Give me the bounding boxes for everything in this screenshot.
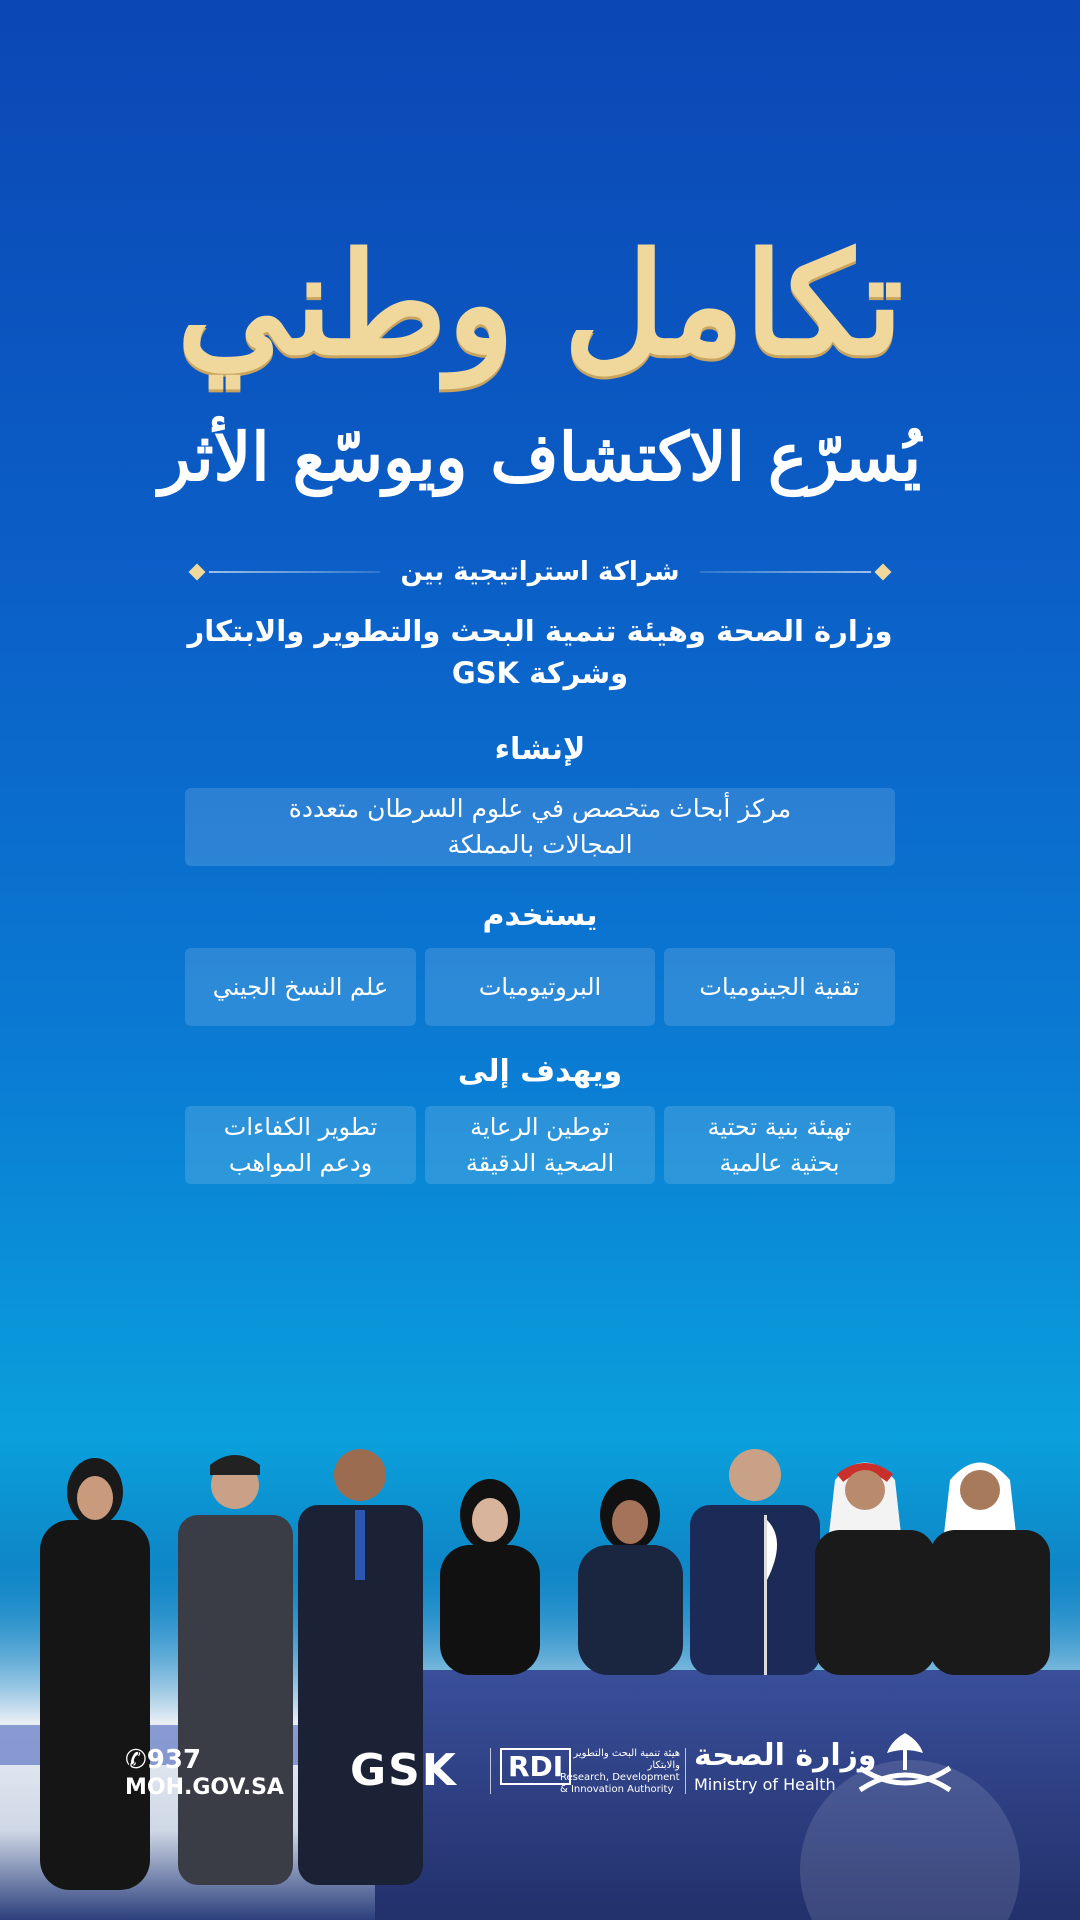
divider-line-right [700,571,871,573]
person-7 [815,1463,935,1676]
moh-english-name: Ministry of Health [694,1775,836,1794]
uses-heading: يستخدم [482,898,598,933]
diamond-icon [189,564,206,581]
establish-box [185,788,895,866]
uses-item-genomics: تقنية الجينوميات [664,948,895,1026]
rdia-logo-text [560,1748,680,1796]
divider-line-left [209,571,380,573]
partners-line-2: وشركة GSK [451,656,629,690]
person-2 [178,1455,293,1885]
person-5 [578,1479,683,1675]
aims-item-line-2: الصحية الدقيقة [465,1149,615,1177]
logo-divider [490,1748,491,1794]
person-6 [690,1449,820,1675]
moh-arabic-name: وزارة الصحة [694,1738,877,1773]
strategic-label: شراكة استراتيجية بين [400,557,680,587]
contact-info [125,1745,284,1800]
phone-number: ✆937 [125,1745,202,1775]
aims-item-line-2: بحثية عالمية [719,1149,840,1177]
subtitle: يُسرّع الاكتشاف ويوسّع الأثر [158,418,922,496]
establish-heading: لإنشاء [494,732,586,767]
person-8 [930,1463,1050,1676]
person-3 [298,1449,423,1885]
establish-line-1: مركز أبحاث متخصص في علوم السرطان متعددة [288,794,792,823]
rdia-logo-mark: RDI [500,1748,571,1785]
diamond-icon [875,564,892,581]
website: MOH.GOV.SA [125,1775,284,1800]
main-title: تكامل وطني [176,223,904,387]
aims-item-precision-care [425,1106,655,1184]
gsk-logo: GSK [350,1745,458,1796]
moh-emblem-icon [850,1728,960,1798]
aims-heading: ويهدف إلى [457,1054,623,1089]
partners-line-1: وزارة الصحة وهيئة تنمية البحث والتطوير والابتكار [187,614,893,648]
uses-item-transcriptomics: علم النسخ الجيني [185,948,416,1026]
aims-item-line-1: توطين الرعاية [470,1113,610,1141]
rdia-arabic: هيئة تنمية البحث والتطوير والابتكار [573,1748,680,1771]
person-1 [40,1458,150,1890]
person-4 [440,1479,540,1675]
aims-item-talent [185,1106,416,1184]
group-photo [0,1420,1080,1920]
logo-divider [685,1748,686,1794]
phone-icon: ✆ [125,1745,147,1775]
aims-item-line-1: تطوير الكفاءات [223,1113,378,1141]
partners-text [185,610,895,694]
uses-item-proteomics: البروتيوميات [425,948,655,1026]
aims-item-line-2: ودعم المواهب [228,1149,373,1177]
rdia-english: Research, Development & Innovation Authority [560,1772,680,1795]
strategic-partnership-row [185,552,895,592]
aims-item-infrastructure [664,1106,895,1184]
aims-item-line-1: تهيئة بنية تحتية [707,1113,852,1141]
establish-line-2: المجالات بالمملكة [447,830,633,859]
